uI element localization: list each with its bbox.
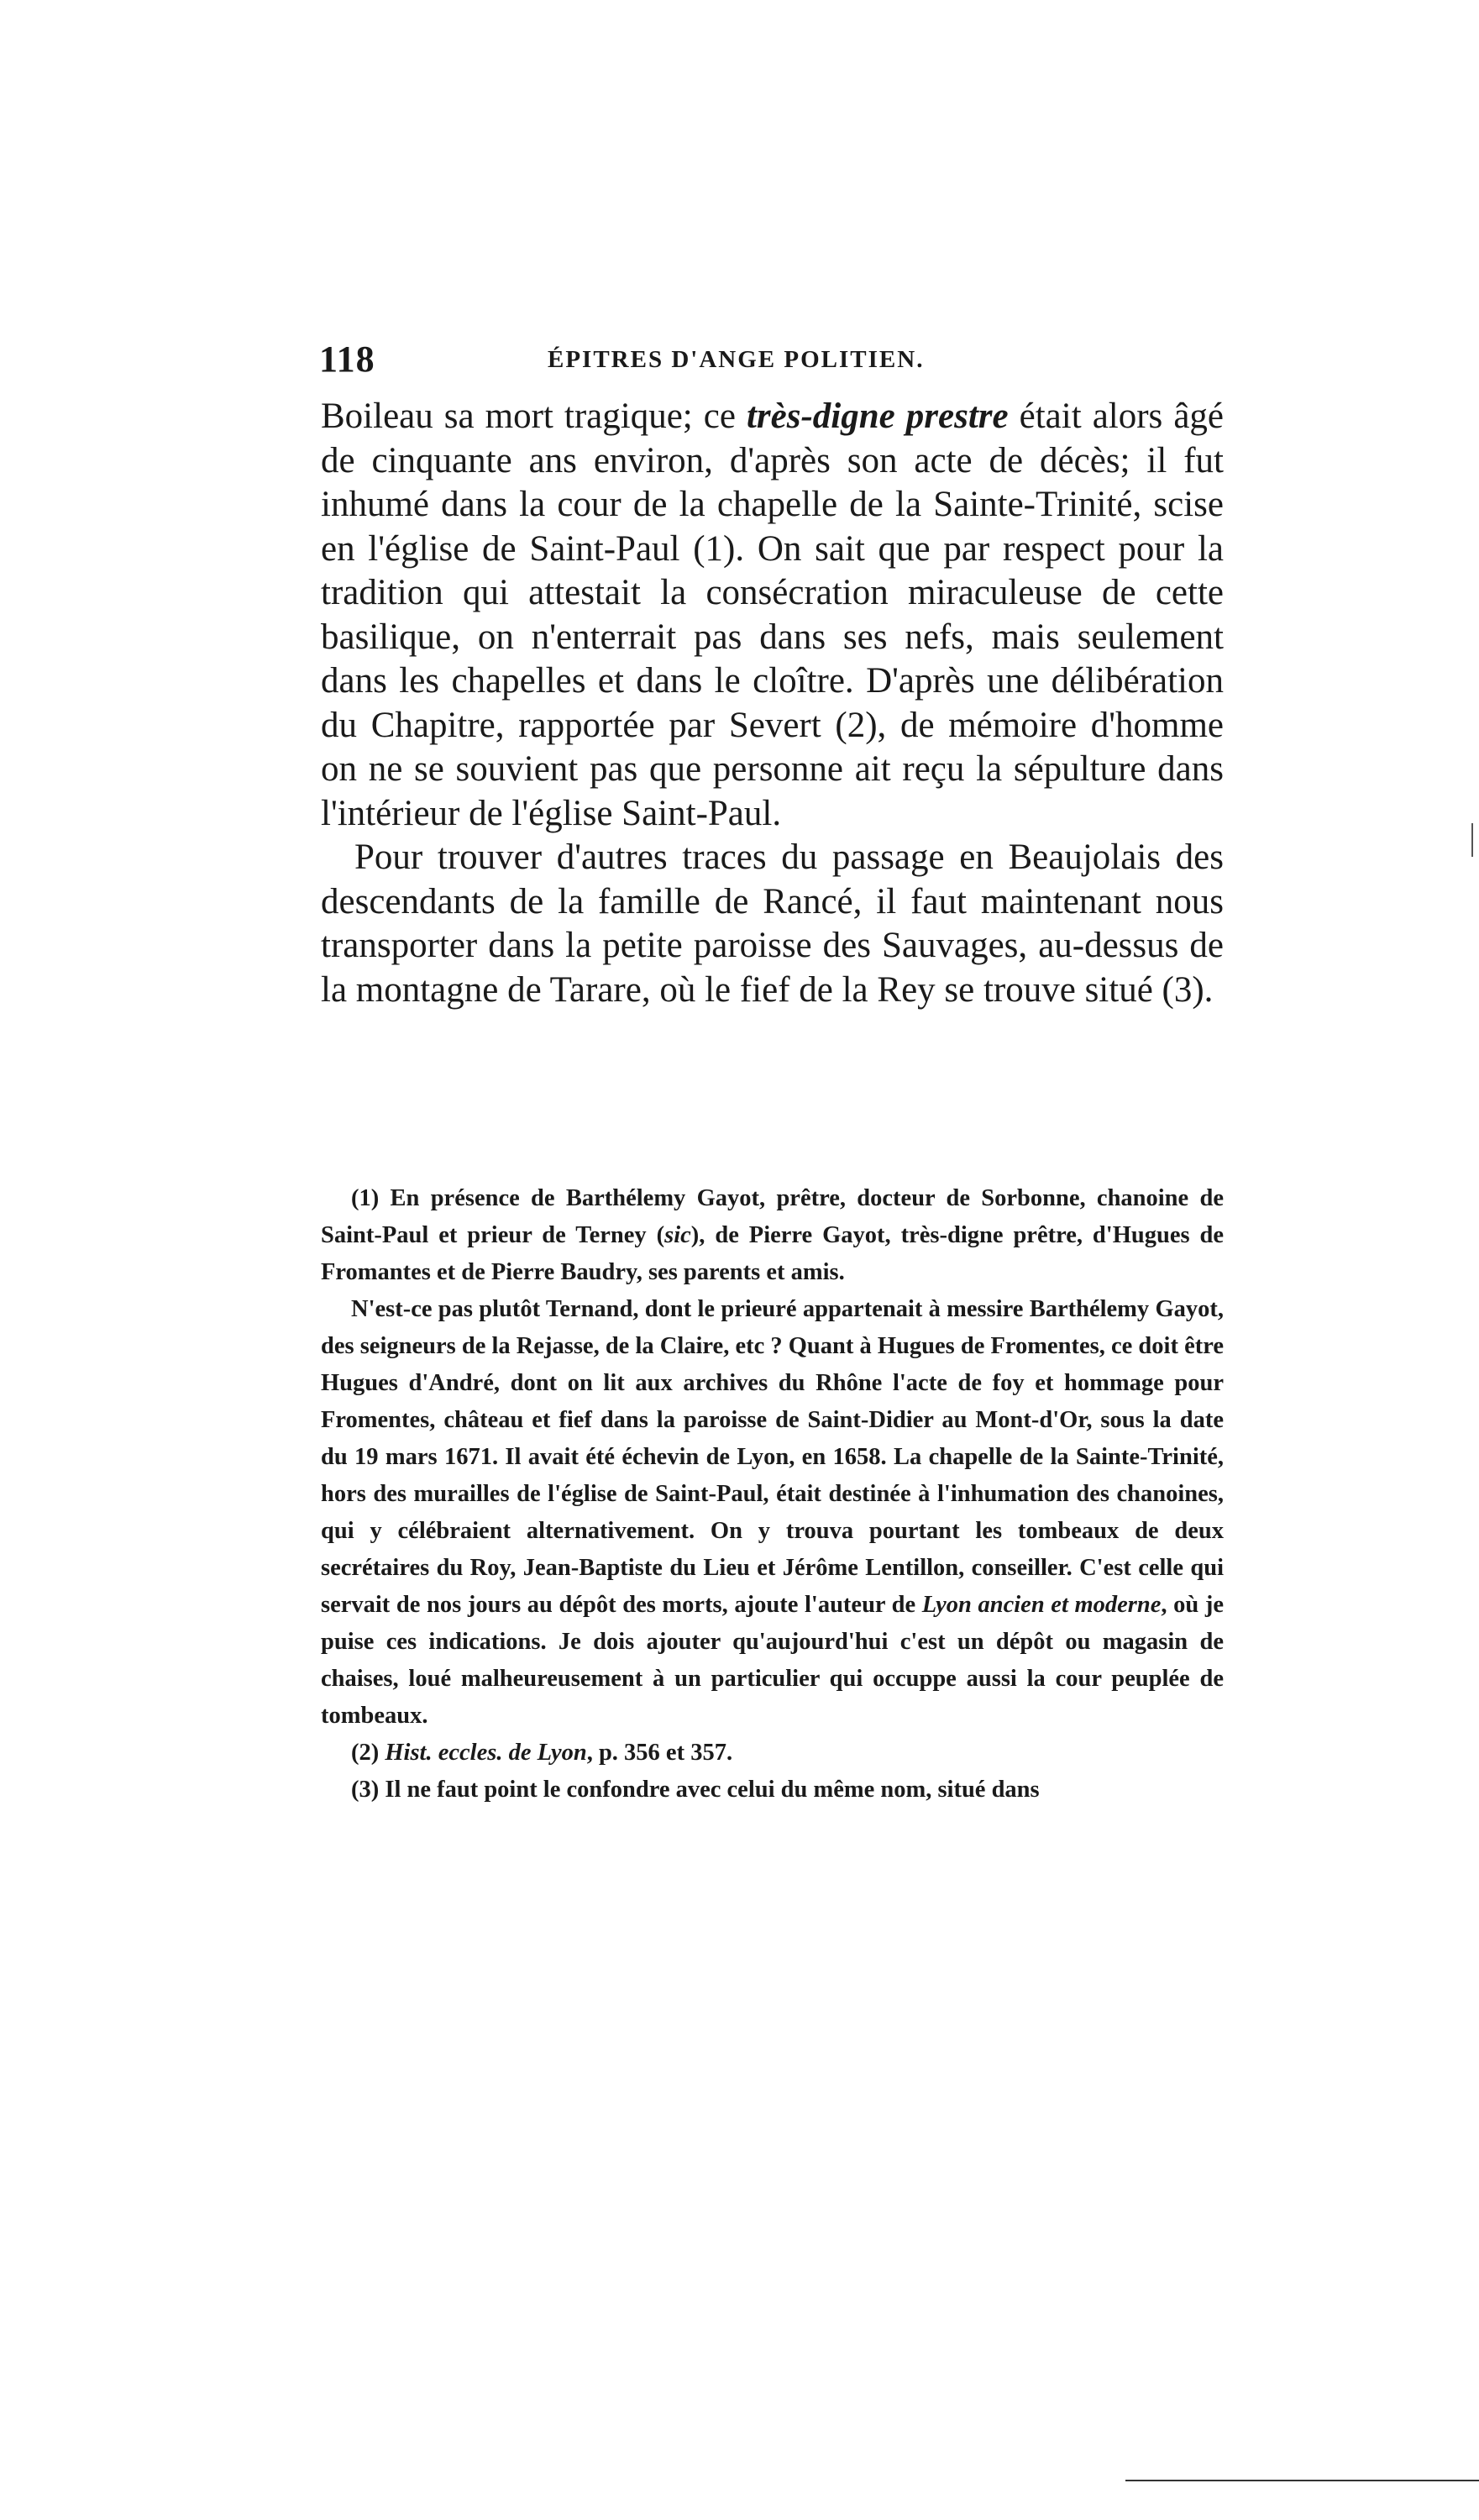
paragraph-1-emphasis: très-digne prestre [746,396,1009,436]
paragraph-1-rest: était alors âgé de cinquante ans environ, d'après son acte de décès; il fut inhumé dans la cour de la chapelle de la Sainte-Trinité, scise en l'église de Saint-Paul (1). On sait que par respect pour la tradition qui attestait la consécration miraculeuse de cette basilique, on n'enterrait pas dans ses nefs, mais seulement dans les chapelles et dans le cloître. D'après une délibération du Chapitre, rapportée par Severt (2), de mémoire d'homme on ne se souvient pas que personne ait reçu la sépulture dans l'intérieur de l'église Saint-Paul. [321,396,1224,833]
margin-mark [1471,823,1473,857]
footnote-1-start: (1) En présence de Barthélemy Gayot, prêtre, docteur de Sorbonne, chanoine de Saint-Paul et prieur de Terney ( [321,1185,1224,1248]
footnotes [321,1180,1224,1809]
bottom-rule [1125,2480,1479,2481]
footnote-1 [321,1180,1224,1291]
footnote-1-rest: ), de Pierre Gayot, très-digne prêtre, d'Hugues de Fromantes et de Pierre Baudry, ses parents et amis. [321,1222,1224,1285]
footnote-1-continuation-emphasis: Lyon ancien et moderne [921,1592,1162,1618]
page-number: 118 [319,339,375,380]
footnote-2-number: (2) [351,1740,385,1766]
paragraph-2: Pour trouver d'autres traces du passage en Beaujolais des descendants de la famille de Rancé, il faut maintenant nous transporter dans la petite paroisse des Sauvages, au-dessus de la montagne de Tarare, où le fief de la Rey se trouve situé (3). [321,837,1224,1010]
paragraph-1-start: Boileau sa mort tragique; ce [321,396,747,436]
paragraph-1 [321,395,1224,836]
footnote-3: (3) Il ne faut point le confondre avec celui du même nom, situé dans [351,1777,1040,1803]
footnote-1-continuation [321,1291,1224,1735]
footnote-1-emphasis: sic [664,1222,691,1248]
footnote-2 [321,1735,1224,1772]
running-title: ÉPITRES D'ANGE POLITIEN. [548,346,925,373]
page-header [319,338,1226,388]
footnote-1-continuation-start: N'est-ce pas plutôt Ternand, dont le prieuré appartenait à messire Barthélemy Gayot, des seigneurs de la Rejasse, de la Claire, etc ? Quant à Hugues de Fromentes, ce doit être Hugues d'André, dont on lit aux archives du Rhône l'acte de foy et hommage pour Fromentes, château et fief dans la paroisse de Saint-Didier au Mont-d'Or, sous la date du 19 mars 1671. Il avait été échevin de Lyon, en 1658. La chapelle de la Sainte-Trinité, hors des murailles de l'église de Saint-Paul, était destinée à l'inhumation des chanoines, qui y célébraient alternativement. On y trouva pourtant les tombeaux de deux secrétaires du Roy, Jean-Baptiste du Lieu et Jérôme Lentillon, conseiller. C'est celle qui servait de nos jours au dépôt des morts, ajoute l'auteur de [321,1296,1224,1618]
footnote-1-continuation-rest: , où je puise ces indications. Je dois ajouter qu'aujourd'hui c'est un dépôt ou magasin de chaises, loué malheureusement à un particulier qui occuppe aussi la cour peuplée de tombeaux. [321,1592,1225,1729]
footnote-2-emphasis: Hist. eccles. de Lyon [385,1740,587,1766]
main-text [321,395,1224,1012]
footnote-2-rest: , p. 356 et 357. [586,1740,733,1766]
